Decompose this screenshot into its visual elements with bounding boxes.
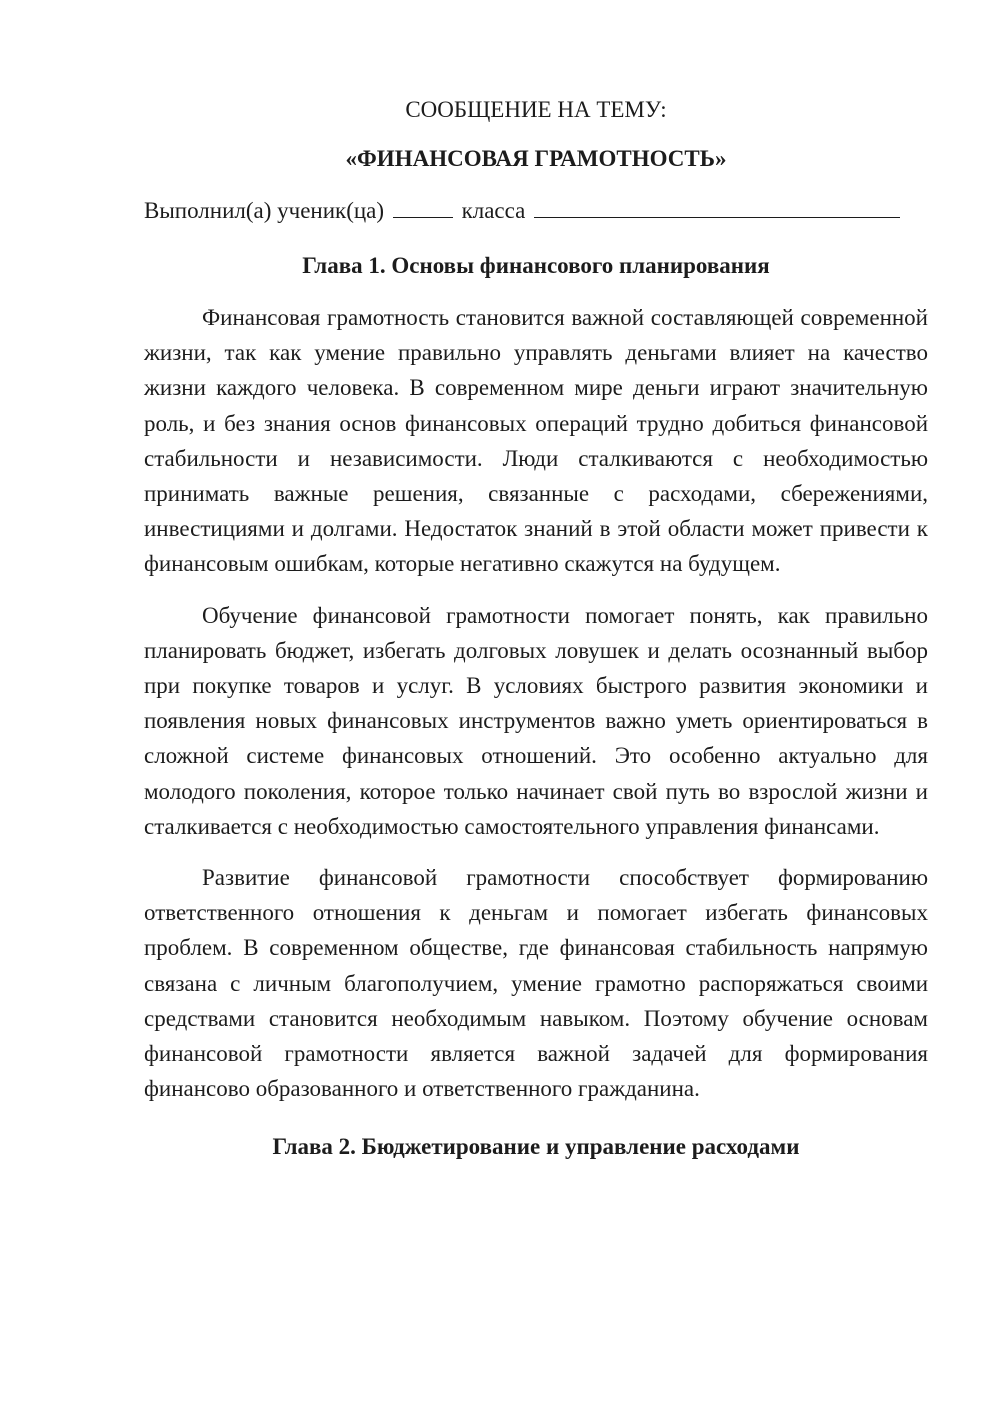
author-line xyxy=(144,193,928,229)
class-label: класса xyxy=(461,198,526,223)
document-title-line-1: СООБЩЕНИЕ НА ТЕМУ: xyxy=(405,97,667,122)
grade-blank-field[interactable] xyxy=(393,193,453,218)
class-blank-field[interactable] xyxy=(534,193,900,218)
chapter-2-heading: Глава 2. Бюджетирование и управление расходами xyxy=(272,1134,800,1160)
chapter-1-paragraph-3: Развитие финансовой грамотности способствует формированию ответственного отношения к деньгам и помогает избегать финансовых проблем. В современном обществе, где финансовая стабильность напрямую связана с личным благополучием, умение грамотно распоряжаться своими средствами становится необходимым навыком. Поэтому обучение основам финансовой грамотности является важной задачей для формирования финансово образованного и ответственного гражданина. xyxy=(144,865,928,1102)
chapter-1-paragraph-2: Обучение финансовой грамотности помогает понять, как правильно планировать бюджет, избегать долговых ловушек и делать осознанный выбор при покупке товаров и услуг. В условиях быстрого развития экономики и появления новых финансовых инструментов важно уметь ориентироваться в сложной системе финансовых отношений. Это особенно актуально для молодого поколения, которое только начинает свой путь во взрослой жизни и сталкивается с необходимостью самостоятельного управления финансами. xyxy=(144,602,928,839)
author-label: Выполнил(а) ученик(ца) xyxy=(144,198,385,223)
chapter-1-heading: Глава 1. Основы финансового планирования xyxy=(302,253,770,278)
document-content xyxy=(144,92,928,1165)
chapter-1-paragraph-1: Финансовая грамотность становится важной составляющей современной жизни, так как умение правильно управлять деньгами влияет на качество жизни каждого человека. В современном мире деньги играют значительную роль, и без знания основ финансовых операций трудно добиться финансовой стабильности и независимости. Люди сталкиваются с необходимостью принимать важные решения, связанные с расходами, сбережениями, инвестициями и долгами. Недостаток знаний в этой области может привести к финансовым ошибкам, которые негативно скажутся на будущем. xyxy=(144,305,928,577)
document-title-line-2: «ФИНАНСОВАЯ ГРАМОТНОСТЬ» xyxy=(345,146,727,171)
